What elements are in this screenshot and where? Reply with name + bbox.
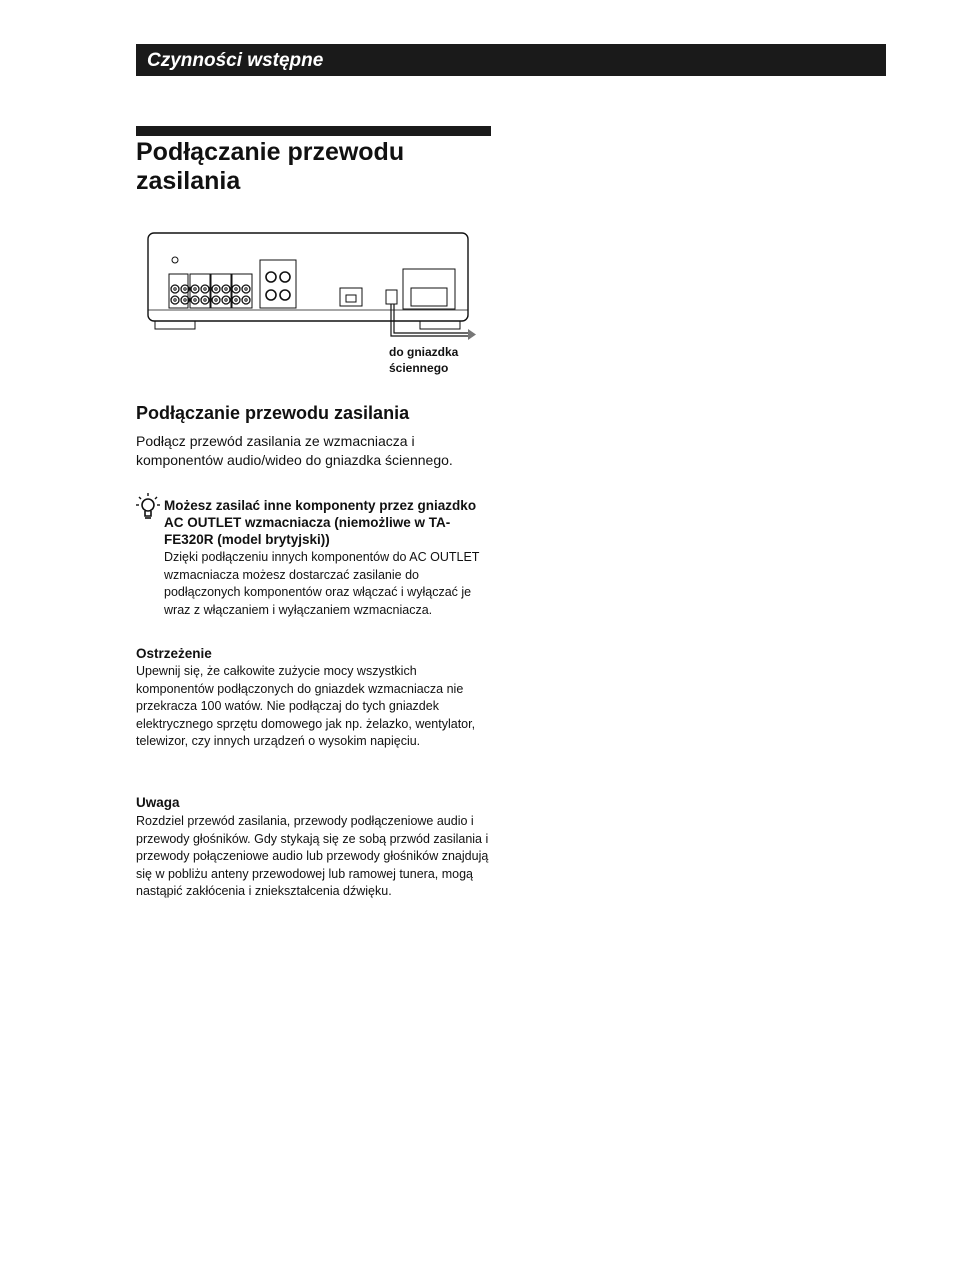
warning-body: Upewnij się, że całkowite zużycie mocy wszystkich komponentów podłączonych do gniazdek wzmacniacza nie przekracza 100 watów. Nie podłączaj do tych gniazdek elektrycznego sprzętu domowego jak np. żelazko, wentylator, telewizor, czy innych urządzeń o wysokim napięciu. — [136, 664, 476, 749]
page-title: Podłączanie przewodu zasilania — [136, 138, 405, 195]
note-body: Rozdziel przewód zasilania, przewody podłączeniowe audio i przewody głośników. Gdy stykają się ze sobą przwód zasilania i przewody połączeniowe audio lub przewody głośników znajdują się w pobliżu anteny przewodowej lub ramowej tunera, mogą nastąpić zakłócenia i zniekształcenia dźwięku. — [136, 814, 489, 899]
section-title: Czynności wstępne — [147, 50, 324, 71]
amplifier-rear-panel-diagram — [140, 226, 485, 351]
section-heading: Podłączanie przewodu zasilania — [136, 403, 410, 423]
title-rule — [136, 126, 491, 136]
note-heading: Uwaga — [136, 795, 180, 810]
warning-heading: Ostrzeżenie — [136, 646, 212, 661]
tip-heading: Możesz zasilać inne komponenty przez gniazdko AC OUTLET wzmacniacza (niemożliwe w TA-FE320R (model brytyjski)) — [164, 498, 477, 547]
intro-text: Podłącz przewód zasilania ze wzmacniacza i komponentów audio/wideo do gniazdka ściennego. — [136, 433, 453, 468]
figure-caption: do gniazdka ściennego — [389, 345, 459, 375]
tip-body: Dzięki podłączeniu innych komponentów do AC OUTLET wzmacniacza możesz dostarczać zasilanie do podłączonych komponentów oraz włączać i wyłączać je wraz z włączaniem i wyłączaniem wzmacniacza. — [164, 550, 480, 617]
lightbulb-icon — [136, 492, 160, 522]
section-header-bar — [136, 44, 886, 76]
